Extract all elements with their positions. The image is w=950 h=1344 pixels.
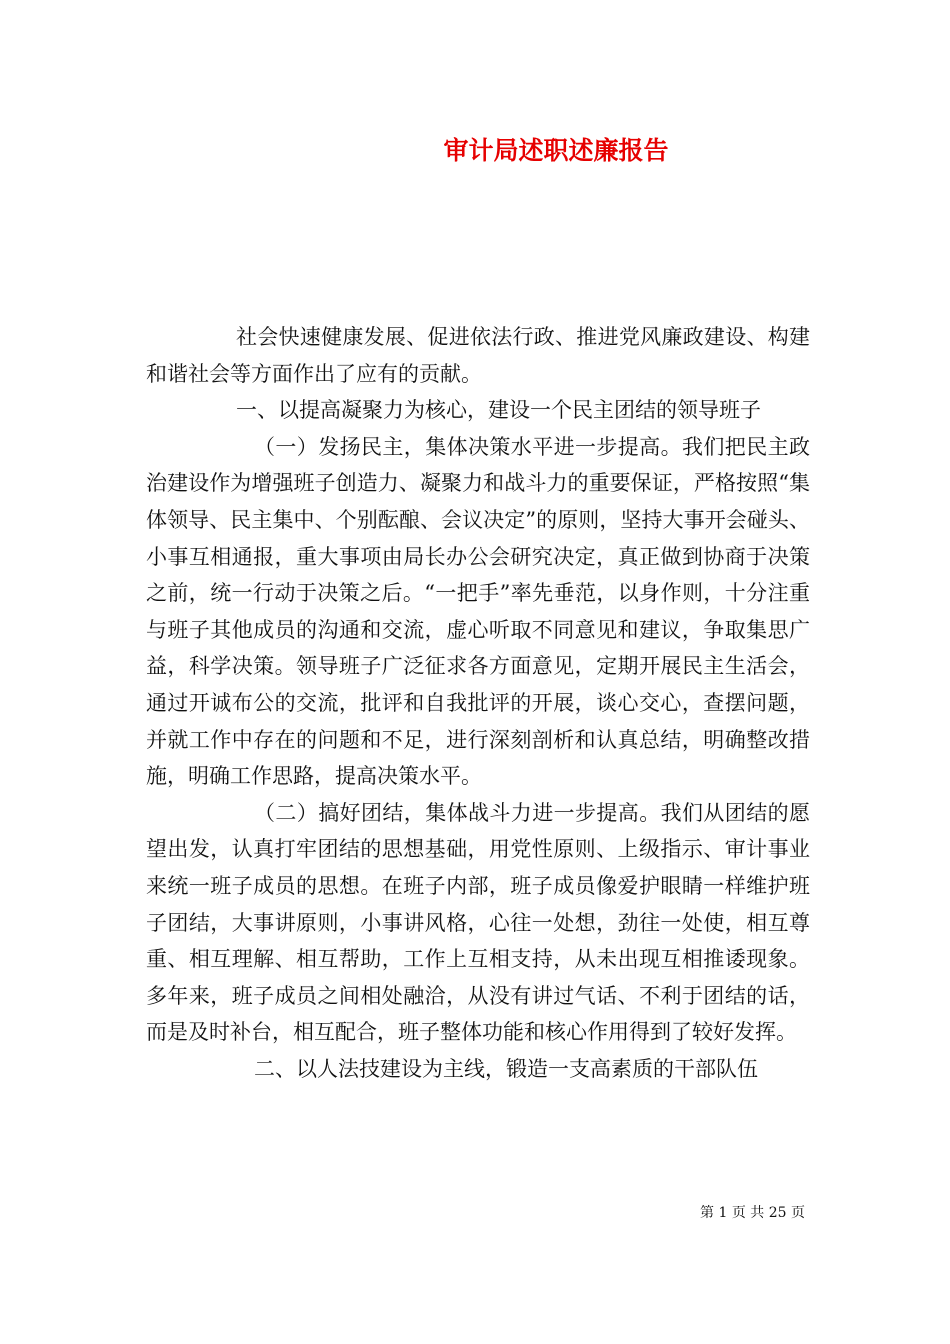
paragraph-unity: （二）搞好团结，集体战斗力进一步提高。我们从团结的愿望出发，认真打牢团结的思想基础，用党性原则、上级指示、审计事业来统一班子成员的思想。在班子内部，班子成员像爱护眼睛一样维护班子团结，大事讲原则，小事讲风格，心往一处想，劲往一处使，相互尊重、相互理解、相互帮助，工作上互相支持，从未出现互相推诿现象。多年来，班子成员之间相处融洽，从没有讲过气话、不利于团结的话，而是及时补台，相互配合，班子整体功能和核心作用得到了较好发挥。 bbox=[146, 800, 810, 1045]
section-heading-1: 一、以提高凝聚力为核心，建设一个民主团结的领导班子 bbox=[236, 398, 761, 423]
document-body bbox=[146, 319, 810, 1087]
paragraph-democracy: （一）发扬民主，集体决策水平进一步提高。我们把民主政治建设作为增强班子创造力、凝聚力和战斗力的重要保证，严格按照“集体领导、民主集中、个别酝酿、会议决定”的原则，坚持大事开会碰头、小事互相通报，重大事项由局长办公会研究决定，真正做到协商于决策之前，统一行动于决策之后。“一把手”率先垂范，以身作则，十分注重与班子其他成员的沟通和交流，虚心听取不同意见和建议，争取集思广益，科学决策。领导班子广泛征求各方面意见，定期开展民主生活会，通过开诚布公的交流，批评和自我批评的开展，谈心交心，查摆问题，并就工作中存在的问题和不足，进行深刻剖析和认真总结，明确整改措施，明确工作思路，提高决策水平。 bbox=[146, 434, 810, 789]
document-title: 审计局述职述廉报告 bbox=[443, 136, 669, 165]
page-number-footer: 第 1 页 共 25 页 bbox=[700, 1205, 805, 1221]
section-heading-2: 二、以人法技建设为主线，锻造一支高素质的干部队伍 bbox=[254, 1056, 758, 1081]
paragraph-intro: 社会快速健康发展、促进依法行政、推进党风廉政建设、构建和谐社会等方面作出了应有的贡献。 bbox=[146, 325, 810, 386]
